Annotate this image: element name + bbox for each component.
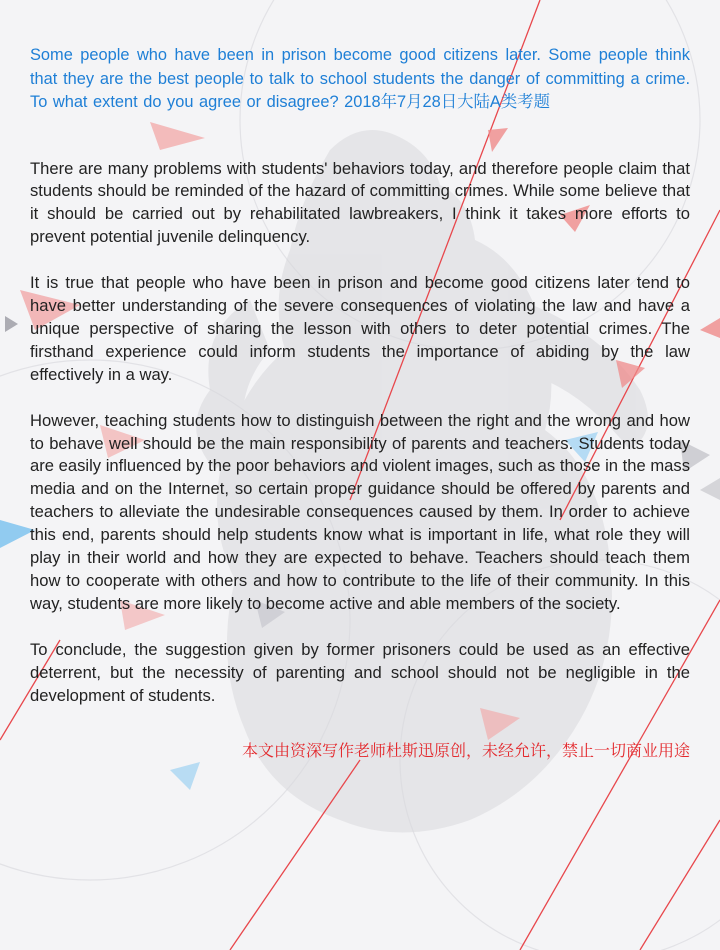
copyright-note: 本文由资深写作老师杜斯迅原创，未经允许，禁止一切商业用途: [241, 740, 690, 760]
paragraph-conclusion: To conclude, the suggestion given by former prisoners could be used as an effective deterrent, but the necessity of parenting and school should not be negligible in the development of students.: [30, 639, 690, 705]
essay-question: Some people who have been in prison become good citizens later. Some people think that they are the best people to talk to school students the danger of committing a crime. To what extent do you agree or disagree? 2018年7月28日大陆A类考题: [30, 46, 690, 111]
paragraph-introduction: There are many problems with students' behaviors today, and therefore people claim that students should be reminded of the hazard of committing crimes. While some believe that it should be carried out by rehabilitated lawbreakers, I think it takes more efforts to prevent potential juvenile delinquency.: [30, 158, 690, 247]
essay-body: [30, 158, 690, 708]
article-container: [30, 44, 690, 761]
paragraph-body-2: However, teaching students how to distinguish between the right and the wrong and how to behave well should be the main responsibility of parents and teachers. Students today are easily influenced by the poor behaviors and violent images, such as those in the mass media and on the Internet, so certain proper guidance should be offered by parents and teachers to alleviate the undesirable consequences caused by them. In order to achieve this end, parents should help students know what is important in life, what role they will play in their world and how they are expected to behave. Teachers should teach them how to cooperate with others and how to contribute to the life of their community. In this way, students are more likely to become active and able members of the society.: [30, 410, 690, 613]
paragraph-body-1: It is true that people who have been in prison and become good citizens later tend to have better understanding of the severe consequences of violating the law and have a unique perspective of sharing the lesson with others to deter potential crimes. The firsthand experience could inform students the importance of abiding by the law effectively in a way.: [30, 273, 690, 384]
